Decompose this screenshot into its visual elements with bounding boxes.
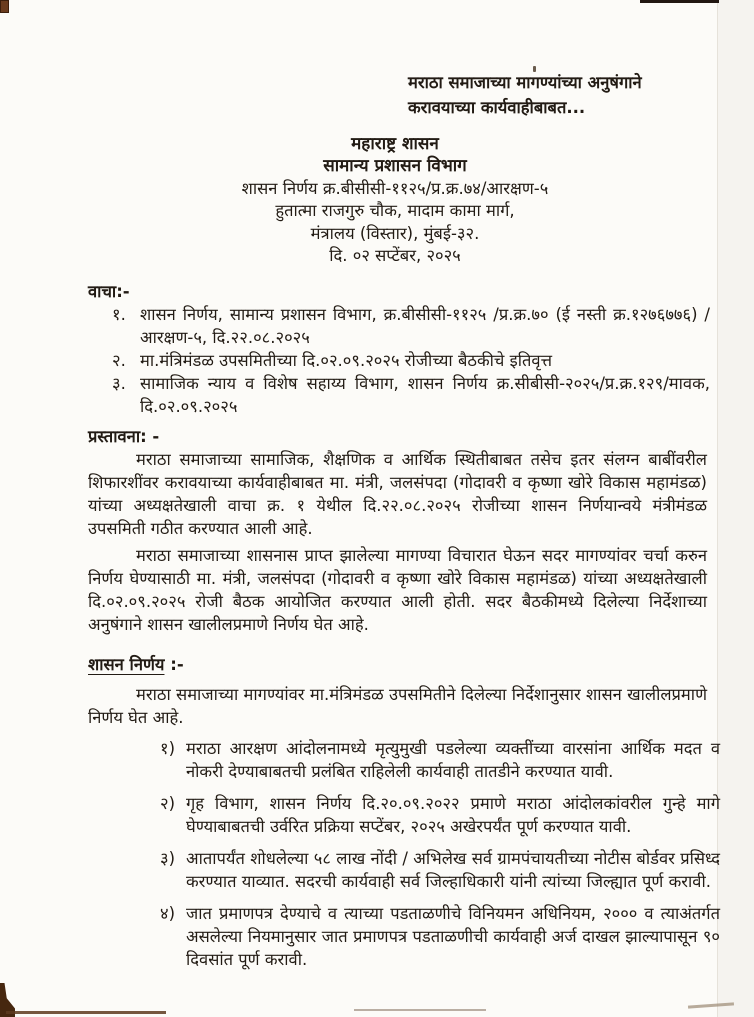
scan-artifact-top-edge	[640, 0, 719, 3]
decision-heading-text: शासन निर्णय	[88, 655, 165, 674]
subject-line-2: करावयाच्या कार्यवाहीबाबत...	[408, 98, 586, 117]
references-heading: वाचा:-	[88, 282, 130, 301]
decision-item	[160, 792, 720, 838]
reference-number: ३.	[112, 374, 126, 393]
preamble-paragraph-2: मराठा समाजाच्या शासनास प्राप्त झालेल्या मागण्या विचारात घेऊन सदर मागण्यांवर चर्चा करुन निर्णय घेण्यासाठी मा. मंत्री, जलसंपदा (गोदावरी व कृष्णा खोरे विकास महामंडळ) यांच्या अध्यक्षतेखाली दि.०२.०९.२०२५ रोजी बैठक आयोजित करण्यात आली होती. सदर बैठकीमध्ये दिलेल्या निर्देशाच्या अनुषंगाने शासन खालीलप्रमाणे निर्णय घेत आहे.	[88, 546, 707, 634]
decision-item-text: आतापर्यंत शोधलेल्या ५८ लाख नोंदी / अभिलेख सर्व ग्रामपंचायतीच्या नोटीस बोर्डवर प्रसिध्द करण्यात याव्यात. सदरची कार्यवाही सर्व जिल्हाधिकारी यांनी त्यांच्या जिल्ह्यात पूर्ण करावी.	[186, 849, 720, 891]
reference-text: शासन निर्णय, सामान्य प्रशासन विभाग, क्र.बीसीसी-११२५ /प्र.क्र.७० (ई नस्ती क्र.१२७६७७६) /आरक्षण-५, दि.२२.०८.२०२५	[140, 305, 710, 347]
subject-line-1: मराठा समाजाच्या मागण्यांच्या अनुषंगाने	[408, 73, 642, 92]
letterhead	[160, 133, 630, 267]
decision-item	[160, 737, 720, 783]
reference-item	[112, 303, 710, 349]
scan-artifact-top-left	[0, 0, 9, 13]
scan-artifact-bottom-line-left	[6, 1011, 166, 1014]
preamble-heading: प्रस्तावना: -	[88, 427, 160, 446]
government-name: महाराष्ट्र शासन	[351, 134, 439, 154]
address-line-1: हुतात्मा राजगुरु चौक, मादाम कामा मार्ग,	[275, 201, 515, 221]
reference-number: १.	[112, 305, 126, 324]
reference-text: मा.मंत्रिमंडळ उपसमितीच्या दि.०२.०९.२०२५ रोजीच्या बैठकीचे इतिवृत्त	[140, 351, 552, 370]
paper-edge-strip	[717, 0, 754, 1017]
decision-item-text: गृह विभाग, शासन निर्णय दि.२०.०९.२०२२ प्रमाणे मराठा आंदोलकांवरील गुन्हे मागे घेण्याबाबतची उर्वरित प्रक्रिया सप्टेंबर, २०२५ अखेरपर्यंत पूर्ण करण्यात यावी.	[186, 794, 720, 836]
reference-text: सामाजिक न्याय व विशेष सहाय्य विभाग, शासन निर्णय क्र.सीबीसी-२०२५/प्र.क्र.१२९/मावक, दि.०२.०९.२०२५	[140, 374, 710, 416]
gr-date: दि. ०२ सप्टेंबर, २०२५	[329, 246, 461, 266]
preamble-paragraph-1: मराठा समाजाच्या सामाजिक, शैक्षणिक व आर्थिक स्थितीबाबत तसेच इतर संलग्न बाबींवरील शिफारशींवर करावयाच्या कार्यवाहीबाबत मा. मंत्री, जलसंपदा (गोदावरी व कृष्णा खोरे विकास महामंडळ) यांच्या अध्यक्षतेखाली वाचा क्र. १ येथील दि.२२.०८.२०२५ रोजीच्या शासन निर्णयान्वये मंत्रीमंडळ उपसमिती गठीत करण्यात आली आहे.	[88, 450, 707, 538]
subject-block	[408, 70, 676, 120]
decision-item	[160, 847, 720, 893]
address-line-2: मंत्रालय (विस्तार), मुंबई-३२.	[310, 223, 480, 243]
department-name: सामान्य प्रशासन विभाग	[323, 156, 467, 177]
decision-items-list	[160, 737, 720, 980]
decision-item-number: ३)	[160, 849, 176, 868]
reference-number: २.	[112, 351, 126, 370]
references-list	[112, 303, 710, 418]
decision-heading	[88, 653, 184, 676]
decision-item-text: मराठा आरक्षण आंदोलनामध्ये मृत्युमुखी पडलेल्या व्यक्तींच्या वारसांना आर्थिक मदत व नोकरी देण्याबाबतची प्रलंबित राहिलेली कार्यवाही तातडीने करण्यात यावी.	[186, 739, 720, 781]
reference-item	[112, 372, 710, 418]
decision-item-number: ४)	[160, 904, 176, 923]
decision-item-number: २)	[160, 794, 176, 813]
decision-item-number: १)	[160, 739, 176, 758]
gr-number: शासन निर्णय क्र.बीसीसी-११२५/प्र.क्र.७४/आरक्षण-५	[241, 178, 549, 198]
decision-item	[160, 902, 720, 971]
decision-heading-suffix: :-	[164, 655, 184, 674]
decision-item-text: जात प्रमाणपत्र देण्याचे व त्याच्या पडताळणीचे विनियमन अधिनियम, २००० व त्याअंतर्गत असलेल्या नियमानुसार जात प्रमाणपत्र पडताळणीची कार्यवाही अर्ज दाखल झाल्यापासून ९० दिवसांत पूर्ण करावी.	[186, 904, 720, 969]
reference-item	[112, 349, 710, 372]
decision-intro-paragraph: मराठा समाजाच्या मागण्यांवर मा.मंत्रिमंडळ उपसमितीने दिलेल्या निर्देशानुसार शासन खालीलप्रमाणे निर्णय घेत आहे.	[88, 685, 707, 727]
scan-artifact-bottom-line-mid	[354, 1009, 486, 1011]
